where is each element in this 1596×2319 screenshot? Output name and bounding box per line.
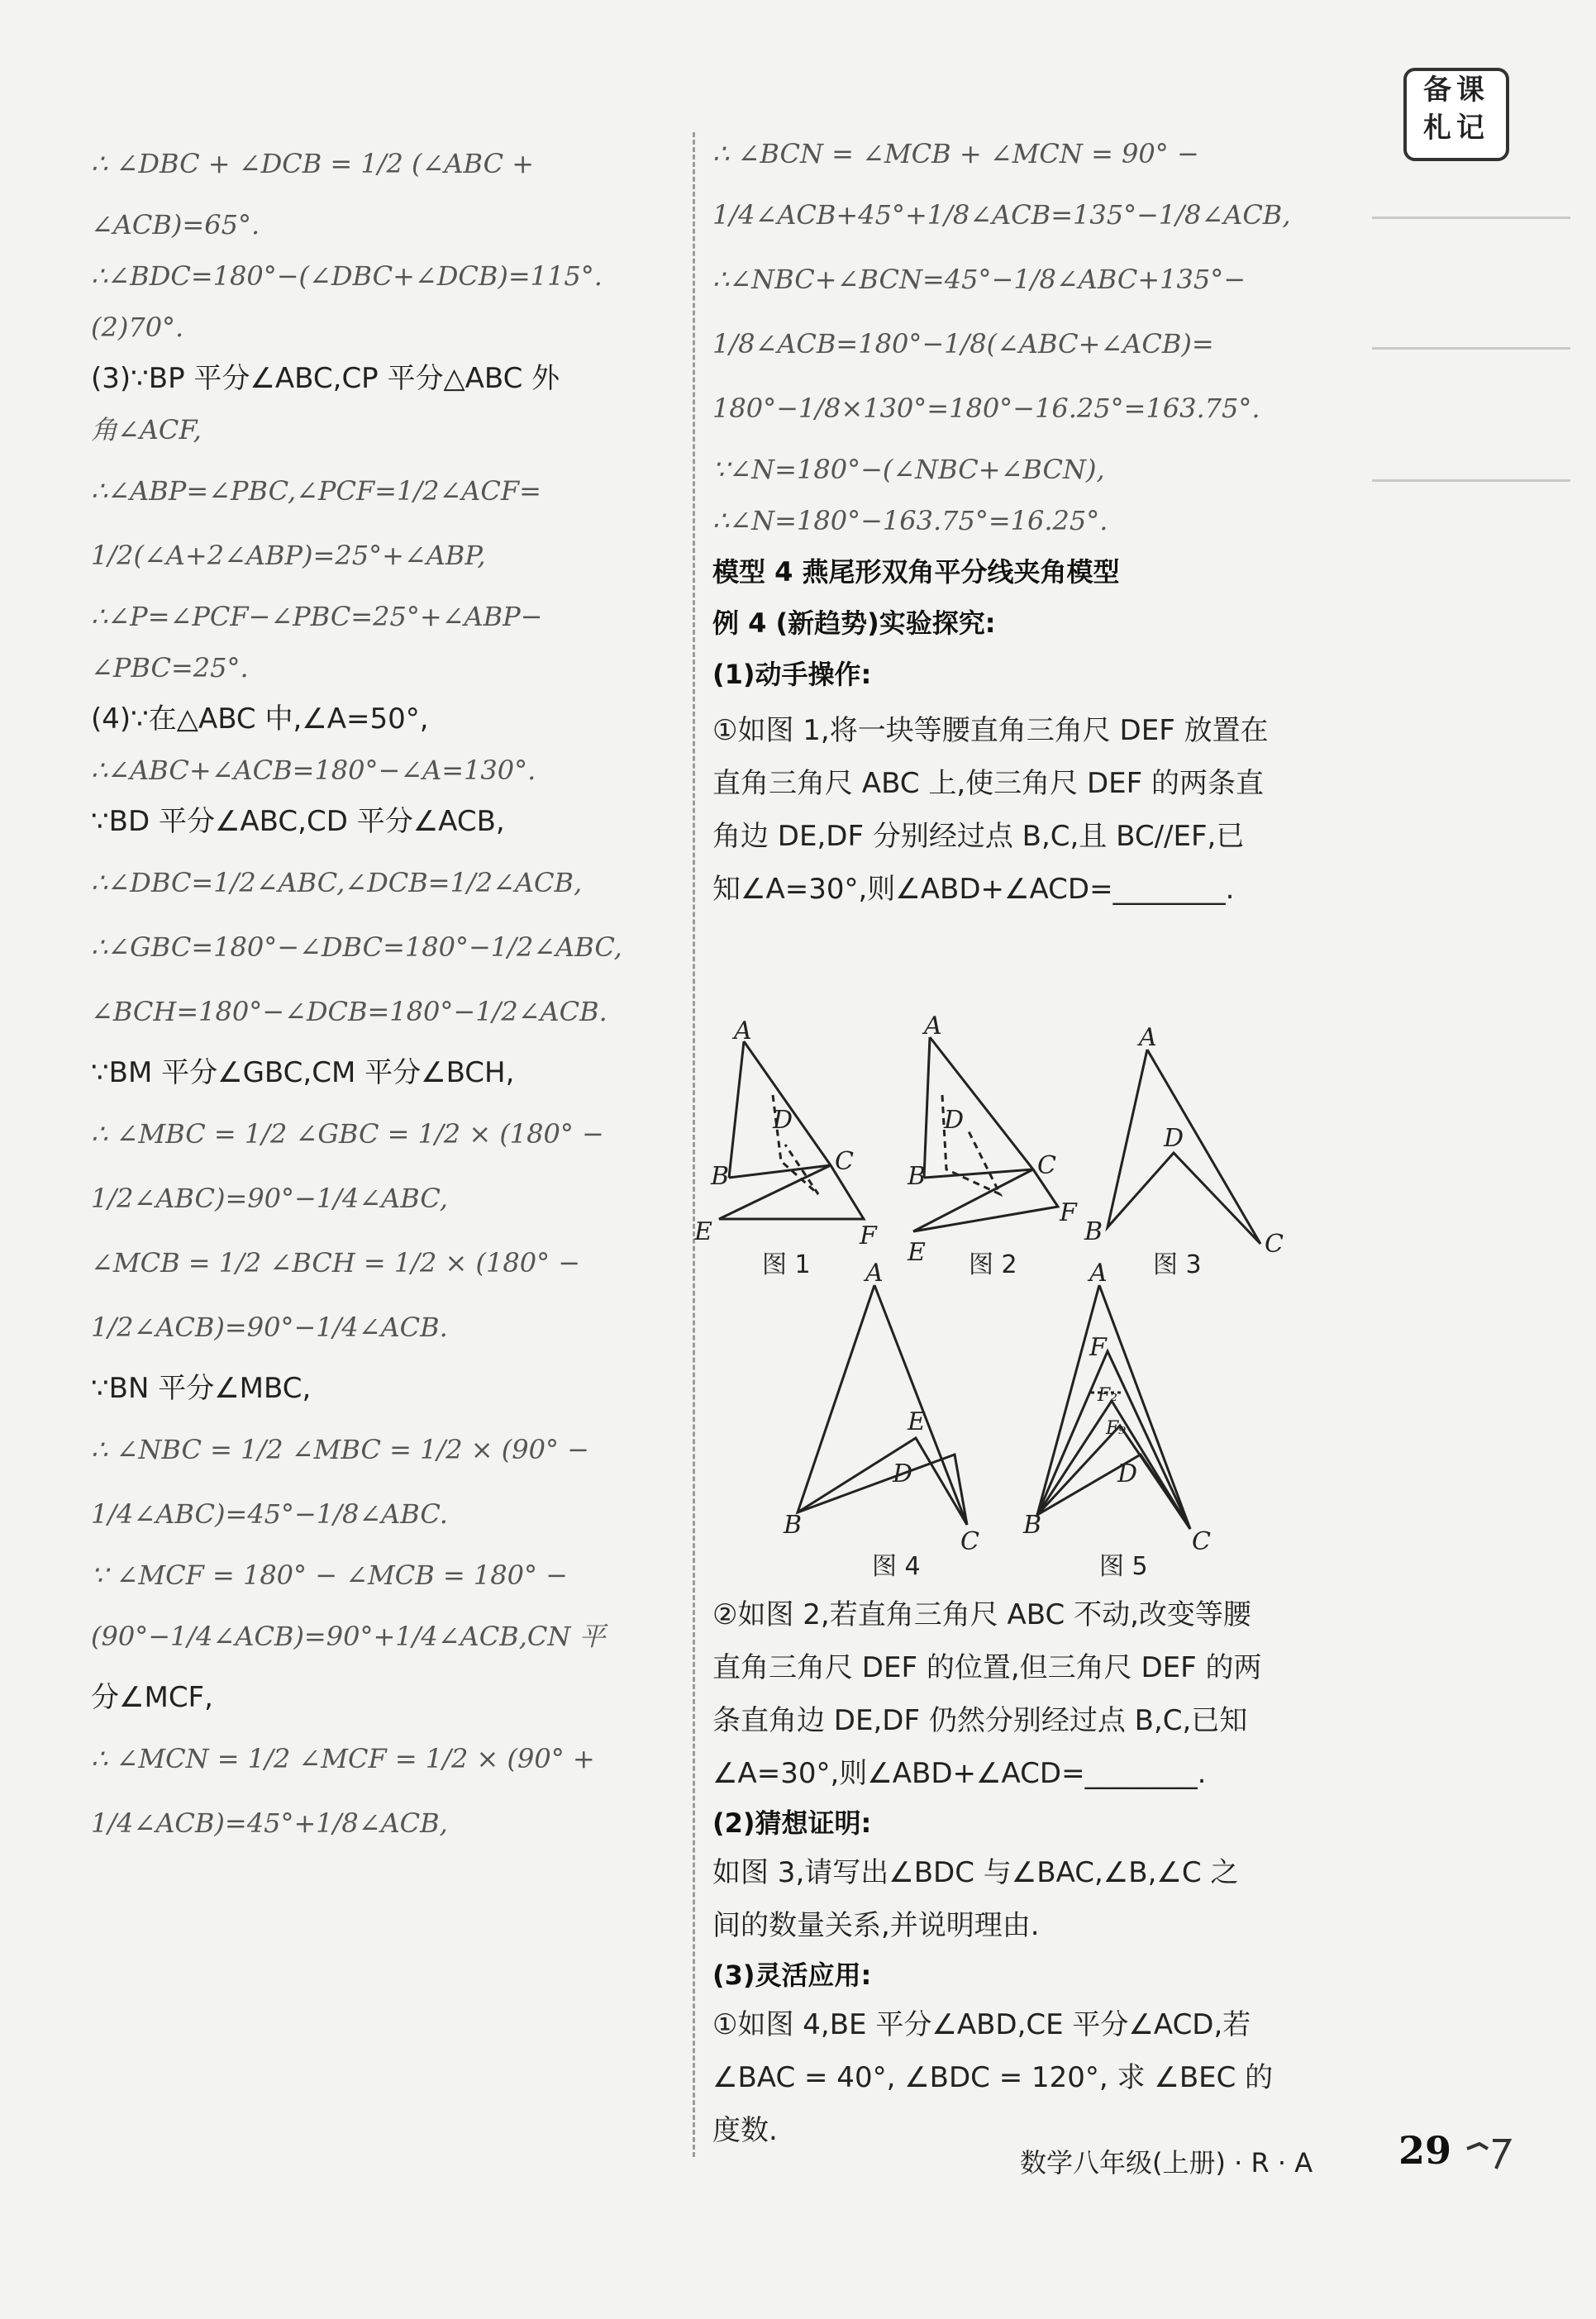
- problem-text: 条直角边 DE,DF 仍然分别经过点 B,C,已知: [712, 1704, 1248, 1737]
- part2-heading: (2)猜想证明:: [712, 1807, 872, 1839]
- fig5-label-f2: F₂: [1098, 1385, 1118, 1406]
- solution-line: 1/2∠ABC)=90°−1/4∠ABC,: [91, 1183, 448, 1214]
- fig3-label-d: D: [1164, 1124, 1184, 1153]
- solution-line: (3)∵BP 平分∠ABC,CP 平分△ABC 外: [91, 362, 560, 395]
- solution-line: ∴∠BDC=180°−(∠DBC+∠DCB)=115°.: [91, 260, 603, 292]
- page-number: 29: [1398, 2128, 1452, 2173]
- margin-rule: [1372, 217, 1570, 219]
- badge-line-2: 札记: [1423, 112, 1489, 145]
- solution-line: 1/2∠ACB)=90°−1/4∠ACB.: [91, 1312, 448, 1343]
- right-column-lower: [712, 1588, 1308, 2157]
- geometry-figures: [694, 1004, 1322, 1599]
- solution-line: ∴∠ABC+∠ACB=180°−∠A=130°.: [91, 755, 536, 786]
- solution-line: 角∠ACF,: [91, 414, 202, 445]
- solution-line: ∵∠N=180°−(∠NBC+∠BCN),: [712, 454, 1105, 485]
- fig3-caption: 图 3: [1153, 1250, 1202, 1279]
- fig5-label-b: B: [1023, 1511, 1042, 1540]
- fig1-label-e: E: [694, 1217, 712, 1246]
- right-column: [712, 124, 1308, 916]
- fig5-label-c: C: [1192, 1527, 1211, 1556]
- solution-line: ∴∠ABP=∠PBC,∠PCF=1/2∠ACF=: [91, 475, 541, 507]
- problem-text: ①如图 1,将一块等腰直角三角尺 DEF 放置在: [712, 714, 1269, 747]
- fig1-label-b: B: [711, 1162, 730, 1191]
- fig2-edge: [924, 1169, 1033, 1178]
- fig1-label-f: F: [860, 1221, 877, 1250]
- solution-line: ∠MCB = 1/2 ∠BCH = 1/2 × (180° −: [91, 1247, 581, 1279]
- solution-line: ∴∠GBC=180°−∠DBC=180°−1/2∠ABC,: [91, 931, 622, 963]
- fig1-label-a: A: [734, 1017, 752, 1045]
- fig2-label-e: E: [908, 1238, 926, 1267]
- fig4-label-b: B: [784, 1511, 803, 1540]
- fig2-triangle: [913, 1037, 1058, 1231]
- solution-line: ∴∠N=180°−163.75°=16.25°.: [712, 505, 1108, 536]
- solution-line: (90°−1/4∠ACB)=90°+1/4∠ACB,CN 平: [91, 1621, 606, 1652]
- fig3-label-c: C: [1265, 1230, 1284, 1259]
- margin-rule: [1372, 479, 1570, 482]
- fig1-label-d: D: [773, 1106, 793, 1135]
- fig4-label-e: E: [908, 1407, 926, 1436]
- solution-line: ∴ ∠NBC = 1/2 ∠MBC = 1/2 × (90° −: [91, 1434, 589, 1465]
- solution-line: ∵BD 平分∠ABC,CD 平分∠ACB,: [91, 805, 505, 838]
- problem-text: 直角三角尺 DEF 的位置,但三角尺 DEF 的两: [712, 1651, 1262, 1684]
- solution-line: ∠BCH=180°−∠DCB=180°−1/2∠ACB.: [91, 996, 607, 1027]
- part3-heading: (3)灵活应用:: [712, 1959, 872, 1991]
- problem-text: ②如图 2,若直角三角尺 ABC 不动,改变等腰: [712, 1598, 1251, 1631]
- fig5-label-d: D: [1117, 1459, 1138, 1488]
- solution-line: ∵BM 平分∠GBC,CM 平分∠BCH,: [91, 1056, 515, 1089]
- fig1-edge: [729, 1041, 744, 1178]
- solution-line: ∴ ∠MBC = 1/2 ∠GBC = 1/2 × (180° −: [91, 1118, 604, 1150]
- solution-line: ∴∠NBC+∠BCN=45°−1/8∠ABC+135°−: [712, 264, 1246, 295]
- problem-text: 如图 3,请写出∠BDC 与∠BAC,∠B,∠C 之: [712, 1856, 1239, 1889]
- fig4-caption: 图 4: [872, 1552, 921, 1581]
- fig5-label-a: A: [1089, 1259, 1108, 1288]
- notes-badge: [1403, 68, 1509, 161]
- fig3-label-b: B: [1084, 1217, 1103, 1246]
- fig2-label-a: A: [924, 1012, 942, 1040]
- fig5-label-f: F: [1089, 1333, 1107, 1362]
- figures-area: [694, 1004, 1322, 1599]
- part1-heading: (1)动手操作:: [712, 659, 872, 690]
- fig2-label-b: B: [908, 1162, 927, 1191]
- left-column: [91, 124, 669, 1863]
- solution-line: ∴ ∠BCN = ∠MCB + ∠MCN = 90° −: [712, 138, 1199, 169]
- margin-rule: [1372, 347, 1570, 350]
- problem-text: ∠BAC = 40°, ∠BDC = 120°, 求 ∠BEC 的: [712, 2061, 1274, 2094]
- fig1-caption: 图 1: [762, 1250, 811, 1279]
- example-title: 例 4 (新趋势)实验探究:: [712, 607, 996, 639]
- solution-line: ∴∠P=∠PCF−∠PBC=25°+∠ABP−: [91, 601, 543, 632]
- model-title: 模型 4 燕尾形双角平分线夹角模型: [712, 556, 1120, 588]
- fig5-caption: 图 5: [1099, 1552, 1148, 1581]
- fig2-edge: [924, 1037, 930, 1178]
- fig2-label-c: C: [1037, 1151, 1056, 1180]
- solution-line: 1/4∠ABC)=45°−1/8∠ABC.: [91, 1498, 448, 1530]
- problem-text: 角边 DE,DF 分别经过点 B,C,且 BC//EF,已: [712, 820, 1245, 853]
- fig2-caption: 图 2: [969, 1250, 1017, 1279]
- solution-line: (4)∵在△ABC 中,∠A=50°,: [91, 702, 429, 736]
- solution-line: ∴ ∠MCN = 1/2 ∠MCF = 1/2 × (90° +: [91, 1743, 595, 1774]
- fig4-label-c: C: [960, 1527, 979, 1556]
- solution-line: ∵BN 平分∠MBC,: [91, 1372, 312, 1405]
- problem-text: 直角三角尺 ABC 上,使三角尺 DEF 的两条直: [712, 767, 1264, 800]
- fig4-label-d: D: [893, 1459, 913, 1488]
- fig3-label-a: A: [1139, 1023, 1157, 1052]
- fig2-label-d: D: [944, 1106, 965, 1135]
- fig4-label-a: A: [865, 1259, 884, 1288]
- solution-line: 分∠MCF,: [91, 1681, 213, 1714]
- fig2-label-f: F: [1060, 1198, 1077, 1227]
- solution-line: 1/4∠ACB)=45°+1/8∠ACB,: [91, 1807, 448, 1839]
- problem-text: 间的数量关系,并说明理由.: [712, 1909, 1040, 1942]
- solution-line: (2)70°.: [91, 312, 184, 343]
- solution-line: 1/2(∠A+2∠ABP)=25°+∠ABP,: [91, 540, 486, 571]
- fig4-outer: [798, 1285, 967, 1525]
- solution-line: 180°−1/8×130°=180°−16.25°=163.75°.: [712, 393, 1260, 424]
- problem-text: ∠A=30°,则∠ABD+∠ACD=________.: [712, 1757, 1207, 1790]
- problem-text: 知∠A=30°,则∠ABD+∠ACD=________.: [712, 873, 1235, 906]
- solution-line: ∠ACB)=65°.: [91, 209, 260, 240]
- solution-line: ∠PBC=25°.: [91, 652, 249, 683]
- fig3-dart: [1108, 1050, 1260, 1244]
- footer-book-info: 数学八年级(上册) · R · A: [1020, 2147, 1313, 2179]
- solution-line: ∴∠DBC=1/2∠ABC,∠DCB=1/2∠ACB,: [91, 867, 583, 898]
- fig5-label-f9: F₉: [1106, 1418, 1127, 1439]
- problem-text: 度数.: [712, 2114, 778, 2147]
- solution-line: ∴ ∠DBC + ∠DCB = 1/2 (∠ABC +: [91, 148, 535, 179]
- solution-line: 1/8∠ACB=180°−1/8(∠ABC+∠ACB)=: [712, 328, 1214, 360]
- solution-line: 1/4∠ACB+45°+1/8∠ACB=135°−1/8∠ACB,: [712, 199, 1291, 231]
- badge-line-1: 备课: [1423, 74, 1489, 107]
- fig1-label-c: C: [835, 1147, 854, 1176]
- problem-text: ①如图 4,BE 平分∠ABD,CE 平分∠ACD,若: [712, 2008, 1251, 2041]
- solution-line: ∵ ∠MCF = 180° − ∠MCB = 180° −: [91, 1559, 568, 1591]
- corner-decoration-icon: [1463, 2132, 1513, 2174]
